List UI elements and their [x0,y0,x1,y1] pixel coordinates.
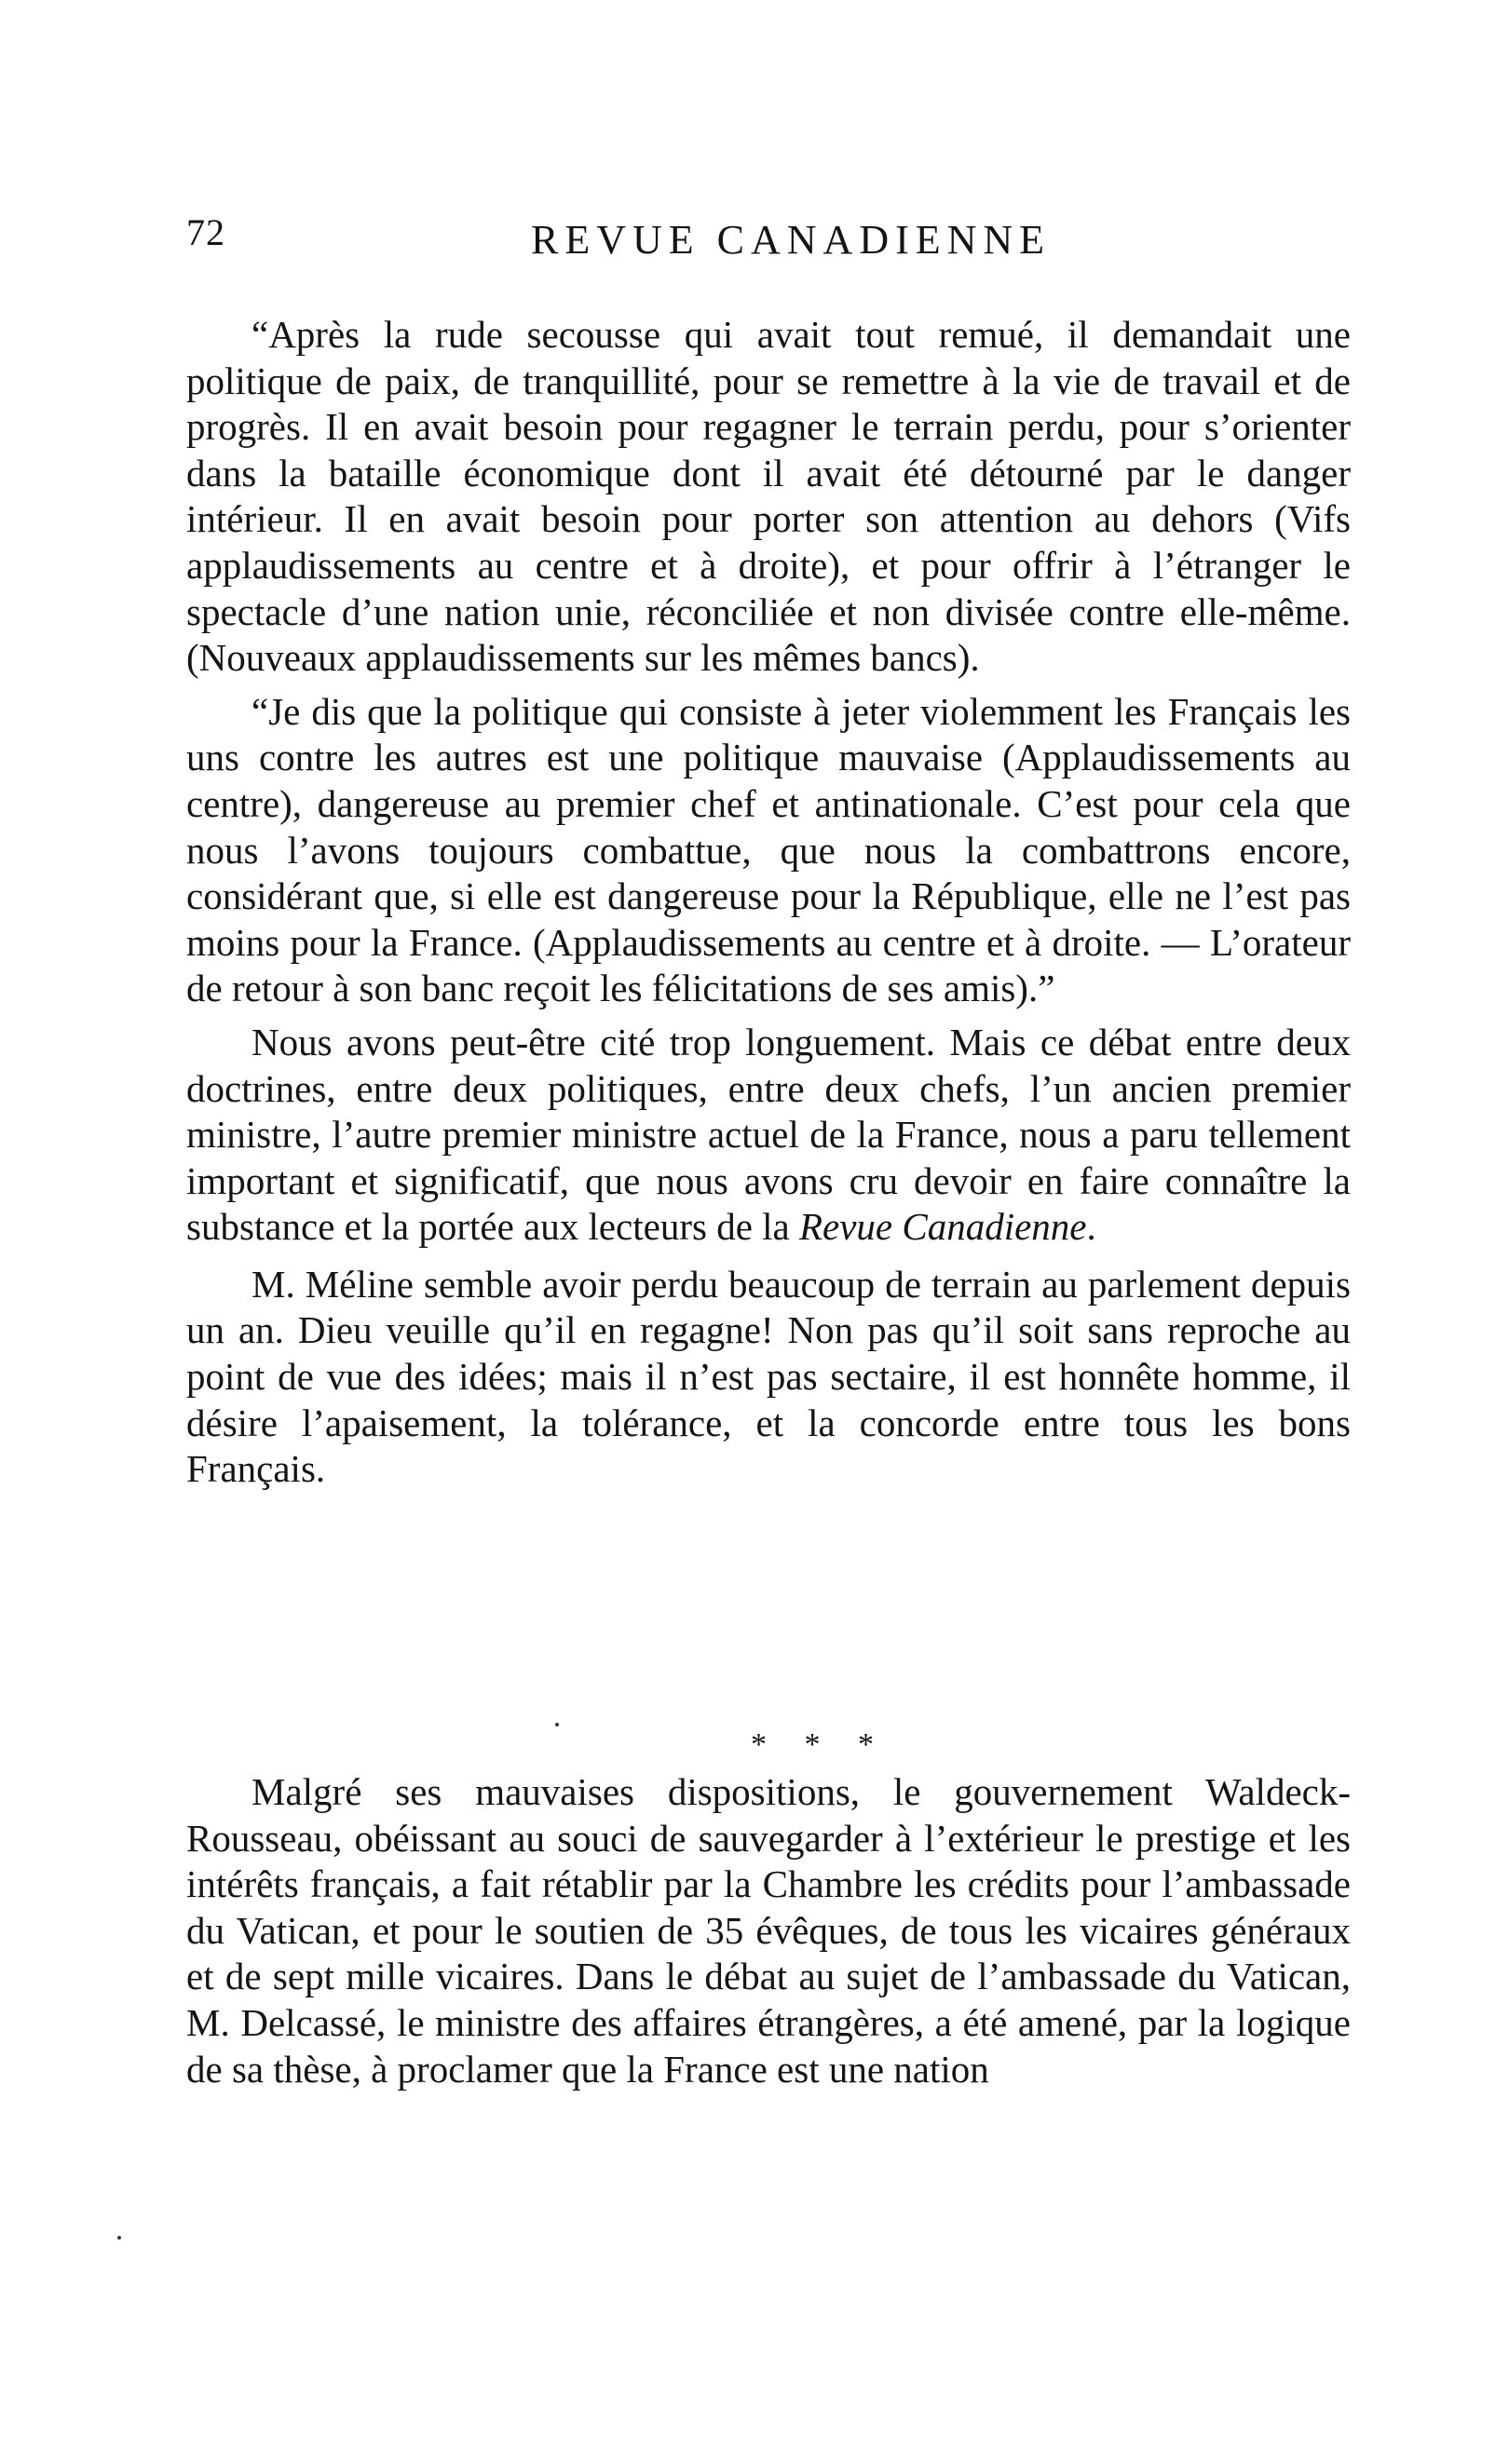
page-number: 72 [186,211,225,253]
paragraph-3-end: . [1086,1205,1096,1249]
paragraph-3-text: Nous avons peut-être cité trop longuement. Mais ce débat entre deux doctrines, entre deux politiques, entre deux chefs, l’un ancien premier ministre, l’autre premier ministre actuel de la France, nous a paru tellement important et significatif, que nous avons cru devoir en faire connaître la substance et la portée aux lecteurs de la [186,1020,1351,1249]
section-separator: * * * [751,1727,889,1762]
body-text-continued [186,1769,1351,2092]
paragraph-4: M. Méline semble avoir perdu beaucoup de terrain au parlement depuis un an. Dieu veuille qu’il en regagne! Non pas qu’il soit sans reproche au point de vue des idées; mais il n’est pas sectaire, il est honnête homme, il désire l’apaisement, la tolérance, et la concorde entre tous les bons Français. [186,1262,1351,1491]
journal-title-italic: Revue Canadienne [798,1205,1087,1249]
paragraph-3 [186,1020,1351,1251]
paragraph-1: “Après la rude secousse qui avait tout remué, il demandait une politique de paix, de tranquillité, pour se remettre à la vie de travail et de progrès. Il en avait besoin pour regagner le terrain perdu, pour s’orienter dans la bataille économique dont il avait été détourné par le danger intérieur. Il en avait besoin pour porter son attention au dehors (Vifs applaudissements au centre et à droite), et pour offrir à l’étranger le spectacle d’une nation unie, réconciliée et non divisée contre elle-même. (Nouveaux applaudissements sur les mêmes bancs). [186,313,1351,680]
page-header [186,210,1351,276]
running-title: REVUE CANADIENNE [531,217,1052,263]
stray-mark [555,1723,559,1726]
body-text [186,312,1351,1493]
paragraph-5: Malgré ses mauvaises dispositions, le gouvernement Waldeck-Rousseau, obéissant au souci de sauvegarder à l’extérieur le prestige et les intérêts français, a fait rétablir par la Chambre les crédits pour l’ambassade du Vatican, et pour le soutien de 35 évêques, de tous les vicaires généraux et de sept mille vicaires. Dans le débat au sujet de l’ambassade du Vatican, M. Delcassé, le ministre des affaires étrangères, a été amené, par la logique de sa thèse, à proclamer que la France est une nation [186,1770,1351,2091]
stray-mark [117,2236,121,2240]
paragraph-2: “Je dis que la politique qui consiste à jeter violemment les Français les uns contre les autres est une politique mauvaise (Applaudissements au centre), dangereuse au premier chef et antinationale. C’est pour cela que nous l’avons toujours combattue, que nous la combattrons encore, considérant que, si elle est dangereuse pour la République, elle ne l’est pas moins pour la France. (Applaudissements au centre et à droite. — L’orateur de retour à son banc reçoit les félicitations de ses amis).” [186,689,1351,1010]
